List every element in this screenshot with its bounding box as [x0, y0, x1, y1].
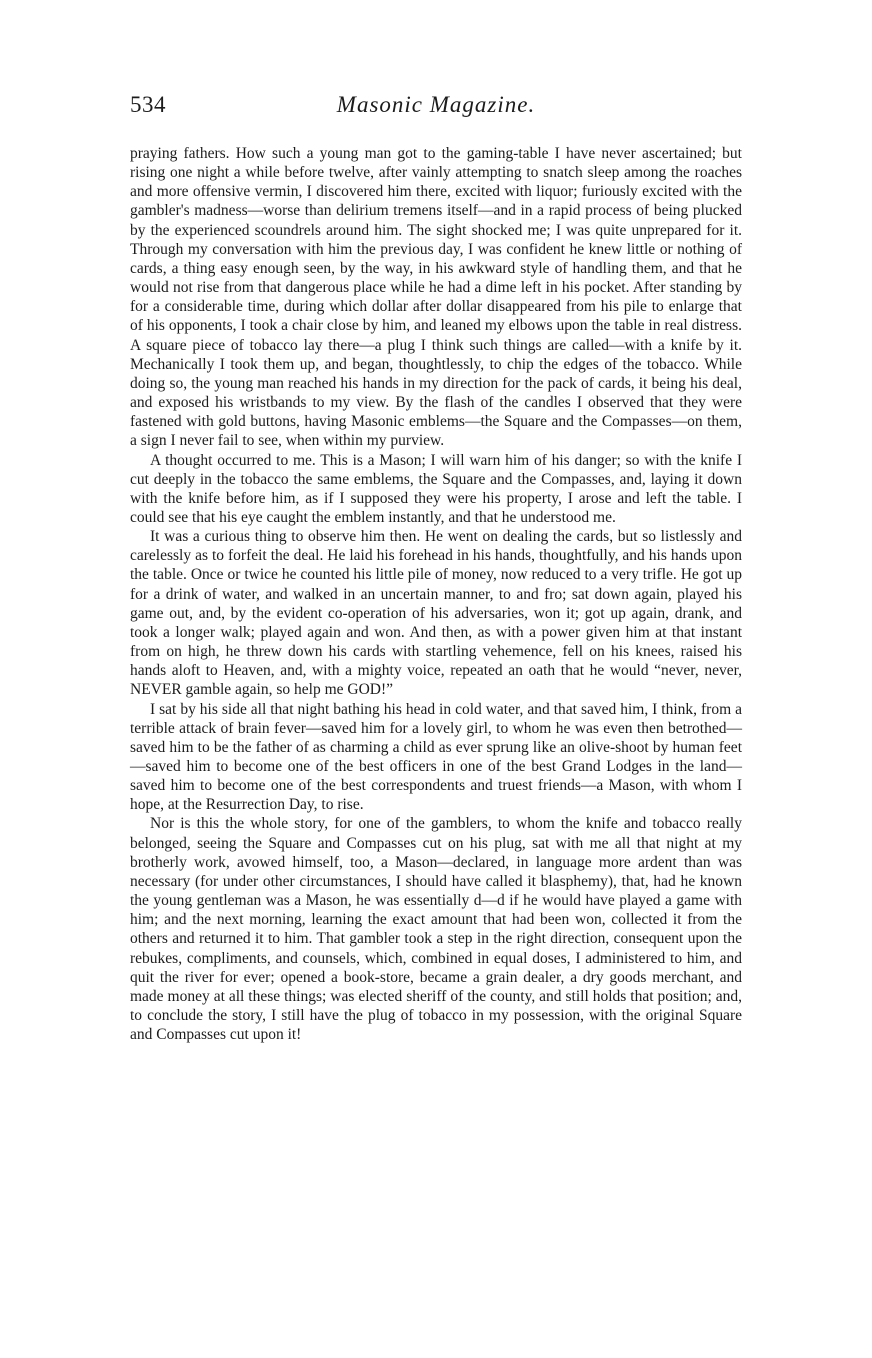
paragraph-curious-thing: It was a curious thing to observe him then. He went on dealing the cards, but so listlessly and carelessly as to forfeit the deal. He laid his forehead in his hands, thoughtfully, and his hands upon the table. Once or twice he counted his little pile of money, now reduced to a very trifle. He got up for a drink of water, and walked in an uncertain manner, to and fro; sat down again, played his game out, and, by the evident co-operation of his adversaries, won it; got up again, drank, and took a longer walk; played again and won. And then, as with a power given him at that instant from on high, he threw down his cards with startling vehemence, fell on his knees, raised his hands aloft to Heaven, and, with a mighty voice, repeated an oath that he would “never, never, NEVER gamble again, so help me GOD!” — [130, 528, 742, 699]
article-body — [130, 144, 742, 1044]
paragraph-thought-occurred: A thought occurred to me. This is a Mason; I will warn him of his danger; so with the knife I cut deeply in the tobacco the same emblems, the Square and the Compasses, and, laying it down with the knife before him, as if I supposed they were his property, I arose and left the table. I could see that his eye caught the emblem instantly, and that he understood me. — [130, 451, 742, 526]
paragraph-sat-by-his-side: I sat by his side all that night bathing his head in cold water, and that saved him, I think, from a terrible attack of brain fever—saved him for a lovely girl, to whom he was even then betrothed—saved him to be the father of as charming a child as ever sprung like an olive-shoot by human feet—saved him to become one of the best officers in one of the best Grand Lodges in the land—saved him to become one of the best correspondents and truest friends—a Mason, with whom I hope, at the Resurrection Day, to rise. — [130, 700, 742, 814]
paragraph-continued: praying fathers. How such a young man got to the gaming-table I have never ascertained; but rising one night a while before twelve, after vainly attempting to snatch sleep among the roaches and more offensive vermin, I discovered him there, excited with liquor; furiously excited with the gambler's madness—worse than delirium tremens itself—and in a rapid process of being plucked by the experienced scoundrels around him. The sight shocked me; I was quite unprepared for it. Through my conversation with him the previous day, I was confident he knew little or nothing of cards, a thing easy enough seen, by the way, in his awkward style of handling them, and that he would not rise from that dangerous place while he had a dime left in his pocket. After standing by for a considerable time, during which dollar after dollar disappeared from his pile to enlarge that of his opponents, I took a chair close by him, and leaned my elbows upon the table in real distress. A square piece of tobacco lay there—a plug I think such things are called—with a knife by it. Mechanically I took them up, and began, thoughtlessly, to chip the edges of the tobacco. While doing so, the young man reached his hands in my direction for the pack of cards, it being his deal, and exposed his wristbands to my view. By the flash of the candles I observed that they were fastened with gold buttons, having Masonic emblems—the Square and the Compasses—on them, a sign I never fail to see, when within my purview. — [130, 145, 742, 450]
paragraph-whole-story: Nor is this the whole story, for one of the gamblers, to whom the knife and tobacco really belonged, seeing the Square and Compasses cut on his plug, sat with me all that night at my brotherly work, avowed himself, too, a Mason—declared, in language more ardent than was necessary (for under other circumstances, I should have called it blasphemy), that, had he known the young gentleman was a Mason, he was essentially d—d if he would have played a game with him; and the next morning, learning the exact amount that had been won, collected it from the others and returned it to him. That gambler took a step in the right direction, consequent upon the rebukes, compliments, and counsels, which, combined in equal doses, I administered to him, and quit the river for ever; opened a book-store, became a grain dealer, a dry goods merchant, and made money at all these things; was elected sheriff of the county, and still holds that position; and, to conclude the story, I still have the plug of tobacco in my possession, with the original Square and Compasses cut upon it! — [130, 815, 742, 1044]
page-header — [130, 92, 742, 126]
running-title: Masonic Magazine. — [336, 92, 536, 117]
page-number: 534 — [130, 92, 166, 117]
